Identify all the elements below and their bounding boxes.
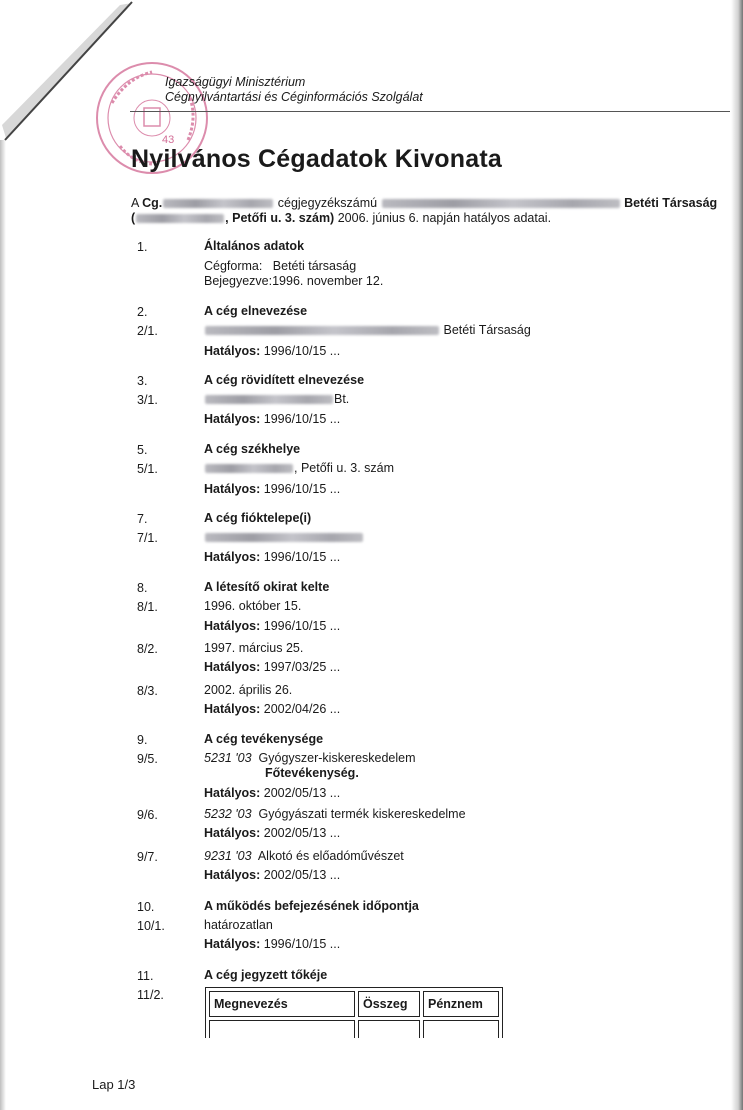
hatalyos-value: 2002/05/13 ...: [263, 868, 341, 882]
intro-cegjegyzekszamu: cégjegyzékszámú: [277, 196, 378, 210]
hatalyos-value: 1996/10/15 ...: [263, 412, 341, 426]
redacted-company-name: [382, 199, 620, 208]
redacted-company-name: [205, 326, 439, 335]
section-10-hatalyos: [204, 937, 340, 951]
cegforma-value: Betéti társaság: [272, 259, 357, 273]
section-5-value: [204, 461, 394, 475]
section-3-sub: 3/1.: [137, 393, 158, 407]
section-11-sub: 11/2.: [137, 988, 164, 1002]
section-8-1-value: 1996. október 15.: [204, 599, 302, 613]
header-divider: [130, 111, 730, 112]
activity-code: 5231 '03: [204, 751, 252, 765]
section-9-5-activity: [204, 751, 416, 765]
column-header-penznem: Pénznem: [423, 991, 499, 1017]
hatalyos-value: 1996/10/15 ...: [263, 619, 341, 633]
hatalyos-label: Hatályos:: [204, 937, 261, 951]
redacted-city: [205, 464, 293, 473]
section-8-2-hatalyos: [204, 660, 340, 674]
section-11-title: A cég jegyzett tőkéje: [204, 968, 328, 982]
page-right-edge-shadow: [731, 0, 743, 1110]
section-9-7-sub: 9/7.: [137, 850, 158, 864]
hatalyos-label: Hatályos:: [204, 660, 261, 674]
section-8-2-value: 1997. március 25.: [204, 641, 304, 655]
intro-open-paren: (: [131, 211, 136, 225]
column-header-megnevezes: Megnevezés: [209, 991, 355, 1017]
hatalyos-label: Hatályos:: [204, 412, 261, 426]
section-3-number: 3.: [137, 374, 148, 388]
hatalyos-label: Hatályos:: [204, 868, 261, 882]
redacted-branch-address: [205, 533, 363, 542]
section-2-value-suffix: Betéti Társaság: [443, 323, 531, 337]
section-9-number: 9.: [137, 733, 148, 747]
intro-line-1: [131, 196, 717, 210]
hatalyos-label: Hatályos:: [204, 826, 261, 840]
section-5-title: A cég székhelye: [204, 442, 301, 456]
table-page-cutoff: [200, 1038, 520, 1078]
intro-date: 2006. június 6. napján hatályos adatai.: [334, 211, 552, 225]
section-9-7-activity: [204, 849, 404, 863]
section-7-value: [204, 530, 364, 544]
section-3-value-suffix: Bt.: [334, 392, 350, 406]
intro-cg: Cg.: [142, 196, 163, 210]
cegforma-label: Cégforma:: [204, 259, 263, 273]
hatalyos-label: Hatályos:: [204, 344, 261, 358]
intro-address: , Petőfi u. 3. szám): [225, 211, 335, 225]
hatalyos-label: Hatályos:: [204, 786, 261, 800]
section-10-sub: 10/1.: [137, 919, 165, 933]
activity-code: 9231 '03: [204, 849, 252, 863]
section-7-sub: 7/1.: [137, 531, 158, 545]
table-header-row: [209, 991, 499, 1017]
section-10-title: A működés befejezésének időpontja: [204, 899, 419, 913]
section-8-title: A létesítő okirat kelte: [204, 580, 330, 594]
redacted-short-name: [205, 395, 333, 404]
activity-desc: Gyógyászati termék kiskereskedelme: [258, 807, 466, 821]
activity-desc: Gyógyszer-kiskereskedelem: [258, 751, 416, 765]
hatalyos-value: 1996/10/15 ...: [263, 344, 341, 358]
hatalyos-value: 2002/04/26 ...: [263, 702, 341, 716]
bejegyezve-value: 1996. november 12.: [272, 274, 384, 288]
hatalyos-value: 1996/10/15 ...: [263, 937, 341, 951]
hatalyos-value: 1996/10/15 ...: [263, 550, 341, 564]
section-9-6-hatalyos: [204, 826, 340, 840]
section-1-bejegyezve: [204, 274, 383, 288]
section-2-hatalyos: [204, 344, 340, 358]
section-7-number: 7.: [137, 512, 148, 526]
section-2-value: [204, 323, 531, 337]
section-8-3-hatalyos: [204, 702, 340, 716]
section-9-title: A cég tevékenysége: [204, 732, 324, 746]
section-1-cegforma: [204, 259, 356, 273]
redacted-city: [136, 214, 224, 223]
section-5-sub: 5/1.: [137, 462, 158, 476]
section-10-number: 10.: [137, 900, 155, 914]
section-8-1-hatalyos: [204, 619, 340, 633]
section-1-number: 1.: [137, 240, 148, 254]
section-8-3-sub: 8/3.: [137, 684, 158, 698]
column-header-osszeg: Összeg: [358, 991, 420, 1017]
intro-company-type: Betéti Társaság: [624, 196, 718, 210]
activity-desc: Alkotó és előadóművészet: [257, 849, 404, 863]
section-11-number: 11.: [137, 969, 154, 983]
section-5-value-suffix: , Petőfi u. 3. szám: [294, 461, 395, 475]
hatalyos-value: 2002/05/13 ...: [263, 826, 341, 840]
section-10-value: határozatlan: [204, 918, 273, 932]
section-1-title: Általános adatok: [204, 239, 305, 253]
section-7-title: A cég fióktelepe(i): [204, 511, 312, 525]
section-3-hatalyos: [204, 412, 340, 426]
section-5-number: 5.: [137, 443, 148, 457]
section-3-title: A cég rövidített elnevezése: [204, 373, 365, 387]
intro-a: A: [131, 196, 143, 210]
hatalyos-value: 2002/05/13 ...: [263, 786, 341, 800]
section-9-5-main-activity: Főtevékenység.: [265, 766, 359, 780]
section-2-title: A cég elnevezése: [204, 304, 308, 318]
section-7-hatalyos: [204, 550, 340, 564]
hatalyos-label: Hatályos:: [204, 550, 261, 564]
section-9-6-activity: [204, 807, 466, 821]
hatalyos-label: Hatályos:: [204, 702, 261, 716]
bejegyezve-label: Bejegyezve:: [204, 274, 273, 288]
intro-line-2: [131, 211, 551, 225]
section-9-6-sub: 9/6.: [137, 808, 158, 822]
hatalyos-label: Hatályos:: [204, 619, 261, 633]
section-2-sub: 2/1.: [137, 324, 158, 338]
hatalyos-value: 1997/03/25 ...: [263, 660, 341, 674]
stamp-number: 43: [162, 134, 175, 146]
section-5-hatalyos: [204, 482, 340, 496]
section-8-2-sub: 8/2.: [137, 642, 158, 656]
hatalyos-label: Hatályos:: [204, 482, 261, 496]
org-line-ministry: Igazságügyi Minisztérium: [165, 75, 306, 89]
page-left-edge-shadow: [0, 140, 6, 1110]
section-9-7-hatalyos: [204, 868, 340, 882]
section-3-value: [204, 392, 349, 406]
page-title: Nyilvános Cégadatok Kivonata: [131, 145, 502, 173]
page-number: Lap 1/3: [92, 1077, 136, 1092]
section-9-5-hatalyos: [204, 786, 340, 800]
redacted-registration-number: [163, 199, 273, 208]
section-9-5-sub: 9/5.: [137, 752, 158, 766]
section-8-1-sub: 8/1.: [137, 600, 158, 614]
hatalyos-value: 1996/10/15 ...: [263, 482, 341, 496]
section-8-number: 8.: [137, 581, 148, 595]
section-2-number: 2.: [137, 305, 148, 319]
activity-code: 5232 '03: [204, 807, 252, 821]
org-line-service: Cégnyilvántartási és Céginformációs Szolgálat: [165, 90, 423, 104]
section-8-3-value: 2002. április 26.: [204, 683, 293, 697]
